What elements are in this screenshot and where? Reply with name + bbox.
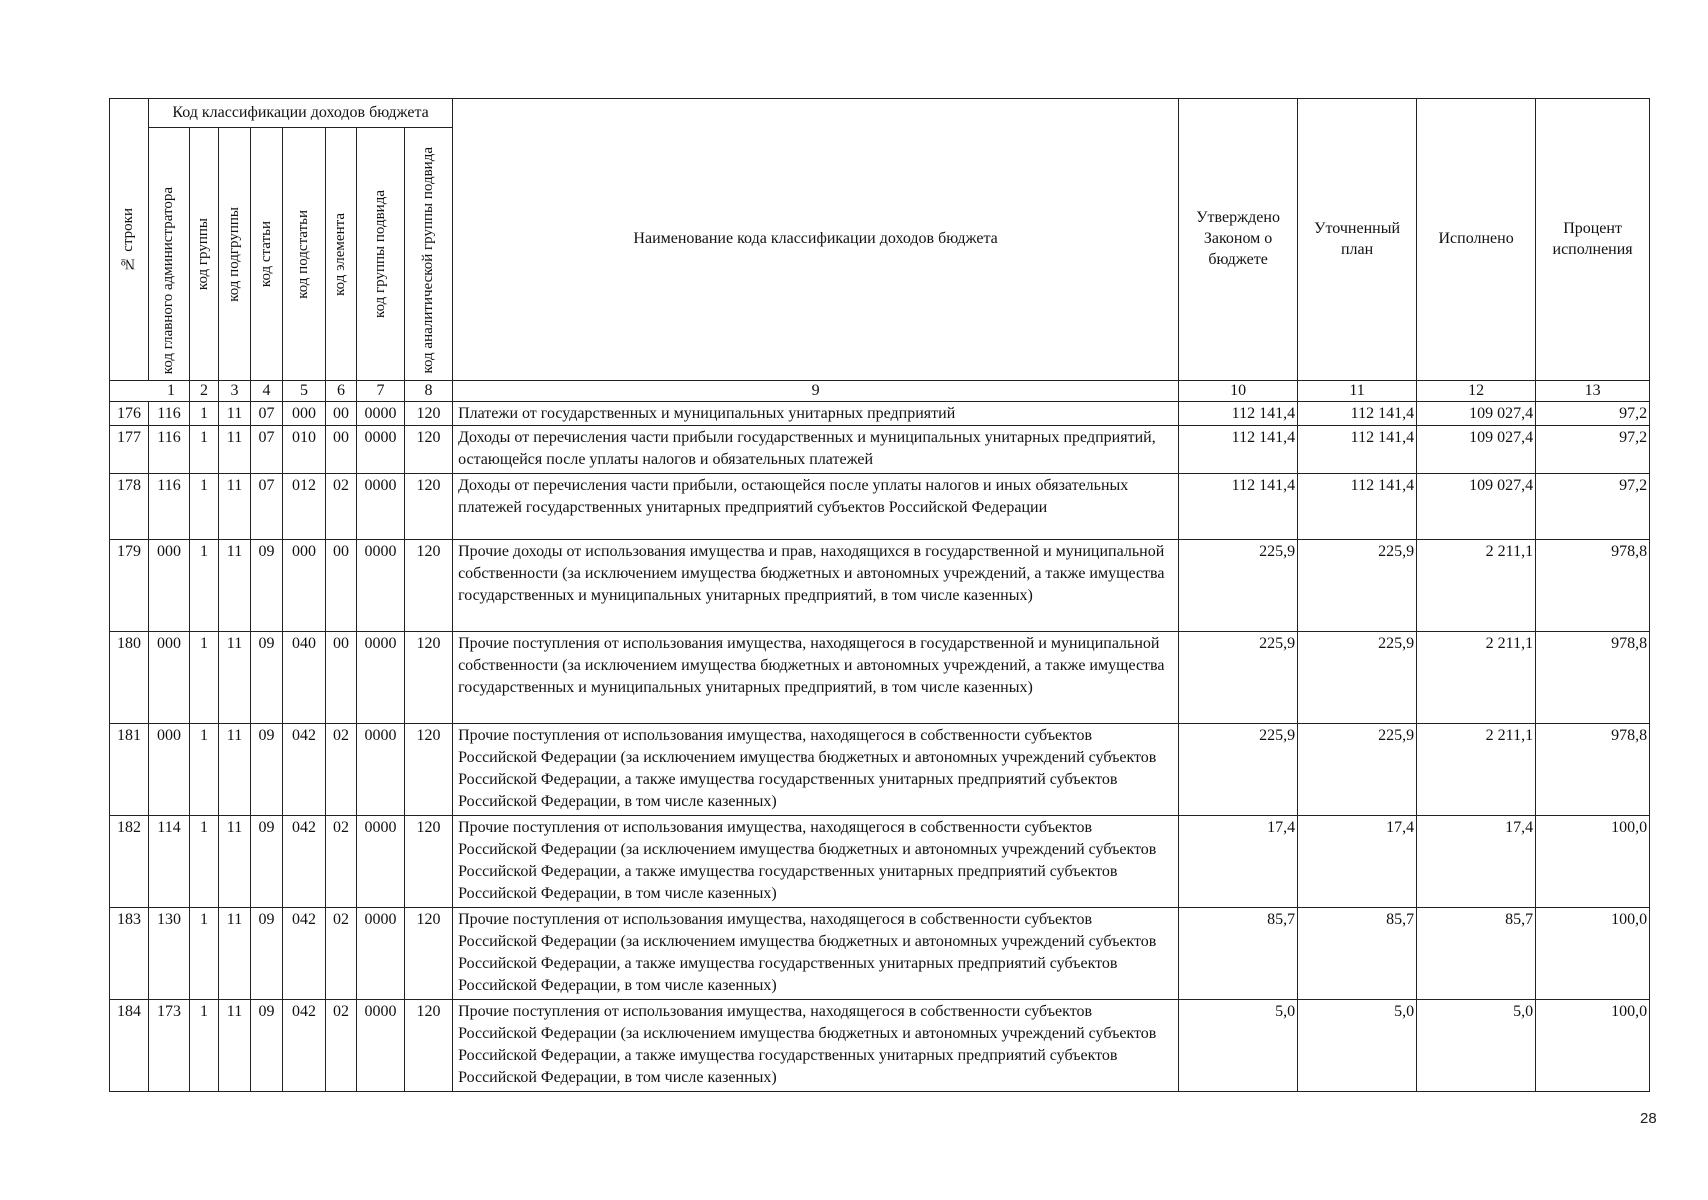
cell-name: Прочие поступления от использования имущества, находящегося в собственности субъектов Российской Федерации (за исключением имущества бюджетных и автономных учреждений субъектов Российской Федерации, а также имущества государственных унитарных предприятий субъектов Российской Федерации, в том числе казенных): [453, 816, 1179, 908]
cell-approved: 112 141,4: [1179, 426, 1298, 474]
cell-row-no: 183: [110, 908, 149, 1000]
cell-subtype-code: 0000: [357, 540, 405, 632]
cell-element-code: 00: [326, 402, 357, 426]
table-row: [110, 1000, 1650, 1092]
cell-group-code: 1: [190, 474, 219, 540]
cell-subgroup-code: 11: [219, 474, 251, 540]
cell-row-no: 179: [110, 540, 149, 632]
cell-article-code: 09: [251, 540, 283, 632]
table-row: [110, 402, 1650, 426]
column-number: 4: [251, 381, 283, 402]
column-number: 12: [1417, 381, 1536, 402]
cell-executed: 85,7: [1417, 908, 1536, 1000]
cell-subtype-code: 0000: [357, 402, 405, 426]
cell-admin-code: 130: [149, 908, 190, 1000]
header-subarticle: код подстатьи: [283, 128, 326, 381]
cell-article-code: 07: [251, 402, 283, 426]
cell-analytic-code: 120: [405, 816, 453, 908]
header-approved: Утверждено Законом о бюджете: [1179, 99, 1298, 381]
table-row: [110, 474, 1650, 540]
column-number: 5: [283, 381, 326, 402]
cell-subgroup-code: 11: [219, 632, 251, 724]
header-article: код статьи: [251, 128, 283, 381]
cell-article-code: 09: [251, 816, 283, 908]
cell-subarticle-code: 042: [283, 816, 326, 908]
cell-refined: 225,9: [1298, 540, 1417, 632]
cell-row-no: 184: [110, 1000, 149, 1092]
column-number: 13: [1536, 381, 1650, 402]
column-number: 9: [453, 381, 1179, 402]
cell-subarticle-code: 012: [283, 474, 326, 540]
cell-refined: 85,7: [1298, 908, 1417, 1000]
cell-name: Прочие доходы от использования имущества и прав, находящихся в государственной и муниципальной собственности (за исключением имущества бюджетных и автономных учреждений, а также имущества государственных и муниципальных унитарных предприятий, в том числе казенных): [453, 540, 1179, 632]
column-number: 6: [326, 381, 357, 402]
header-classification-group: Код классификации доходов бюджета: [149, 99, 453, 128]
cell-name: Доходы от перечисления части прибыли государственных и муниципальных унитарных предприятий, остающейся после уплаты налогов и обязательных платежей: [453, 426, 1179, 474]
cell-executed: 109 027,4: [1417, 402, 1536, 426]
cell-approved: 112 141,4: [1179, 402, 1298, 426]
cell-element-code: 02: [326, 474, 357, 540]
cell-group-code: 1: [190, 1000, 219, 1092]
cell-name: Прочие поступления от использования имущества, находящегося в собственности субъектов Российской Федерации (за исключением имущества бюджетных и автономных учреждений субъектов Российской Федерации, а также имущества государственных унитарных предприятий субъектов Российской Федерации, в том числе казенных): [453, 908, 1179, 1000]
cell-analytic-code: 120: [405, 724, 453, 816]
cell-group-code: 1: [190, 632, 219, 724]
column-number: 2: [190, 381, 219, 402]
cell-refined: 5,0: [1298, 1000, 1417, 1092]
cell-subarticle-code: 042: [283, 724, 326, 816]
cell-analytic-code: 120: [405, 426, 453, 474]
table-row: [110, 724, 1650, 816]
cell-subarticle-code: 040: [283, 632, 326, 724]
cell-executed: 2 211,1: [1417, 724, 1536, 816]
header-refined: Уточненный план: [1298, 99, 1417, 381]
column-number-row: [110, 381, 1650, 402]
column-number: 3: [219, 381, 251, 402]
cell-row-no: 176: [110, 402, 149, 426]
cell-approved: 5,0: [1179, 1000, 1298, 1092]
cell-article-code: 09: [251, 724, 283, 816]
cell-element-code: 00: [326, 426, 357, 474]
cell-element-code: 00: [326, 540, 357, 632]
cell-approved: 225,9: [1179, 540, 1298, 632]
cell-admin-code: 173: [149, 1000, 190, 1092]
cell-refined: 225,9: [1298, 724, 1417, 816]
column-number: 7: [357, 381, 405, 402]
cell-analytic-code: 120: [405, 632, 453, 724]
cell-name: Прочие поступления от использования имущества, находящегося в государственной и муниципальной собственности (за исключением имущества бюджетных и автономных учреждений, а также имущества государственных и муниципальных унитарных предприятий, в том числе казенных): [453, 632, 1179, 724]
cell-subtype-code: 0000: [357, 1000, 405, 1092]
page-number: 28: [1640, 1110, 1657, 1127]
cell-subgroup-code: 11: [219, 426, 251, 474]
header-row-no: № строки: [110, 99, 149, 381]
cell-subtype-code: 0000: [357, 816, 405, 908]
cell-approved: 225,9: [1179, 724, 1298, 816]
header-subgroup: код подгруппы: [219, 128, 251, 381]
cell-executed: 5,0: [1417, 1000, 1536, 1092]
cell-article-code: 09: [251, 1000, 283, 1092]
cell-name: Платежи от государственных и муниципальных унитарных предприятий: [453, 402, 1179, 426]
cell-row-no: 181: [110, 724, 149, 816]
header-subtype-group: код группы подвида: [357, 128, 405, 381]
column-number: 8: [405, 381, 453, 402]
cell-row-no: 180: [110, 632, 149, 724]
cell-group-code: 1: [190, 724, 219, 816]
cell-percent: 978,8: [1536, 724, 1650, 816]
cell-article-code: 09: [251, 632, 283, 724]
cell-percent: 97,2: [1536, 474, 1650, 540]
cell-analytic-code: 120: [405, 402, 453, 426]
cell-group-code: 1: [190, 908, 219, 1000]
cell-subgroup-code: 11: [219, 402, 251, 426]
cell-percent: 100,0: [1536, 816, 1650, 908]
cell-approved: 112 141,4: [1179, 474, 1298, 540]
cell-subarticle-code: 000: [283, 402, 326, 426]
cell-percent: 978,8: [1536, 540, 1650, 632]
cell-subgroup-code: 11: [219, 816, 251, 908]
header-analytic-group: код аналитической группы подвида: [405, 128, 453, 381]
header-element: код элемента: [326, 128, 357, 381]
cell-executed: 2 211,1: [1417, 540, 1536, 632]
cell-subtype-code: 0000: [357, 908, 405, 1000]
cell-subtype-code: 0000: [357, 724, 405, 816]
header-executed: Исполнено: [1417, 99, 1536, 381]
cell-subarticle-code: 042: [283, 908, 326, 1000]
cell-refined: 17,4: [1298, 816, 1417, 908]
cell-percent: 97,2: [1536, 402, 1650, 426]
table-row: [110, 540, 1650, 632]
cell-executed: 2 211,1: [1417, 632, 1536, 724]
cell-admin-code: 000: [149, 632, 190, 724]
cell-subgroup-code: 11: [219, 540, 251, 632]
cell-executed: 109 027,4: [1417, 474, 1536, 540]
cell-group-code: 1: [190, 816, 219, 908]
cell-subgroup-code: 11: [219, 724, 251, 816]
column-number: 10: [1179, 381, 1298, 402]
cell-approved: 17,4: [1179, 816, 1298, 908]
cell-admin-code: 000: [149, 540, 190, 632]
cell-refined: 112 141,4: [1298, 426, 1417, 474]
cell-executed: 17,4: [1417, 816, 1536, 908]
cell-analytic-code: 120: [405, 908, 453, 1000]
cell-subarticle-code: 010: [283, 426, 326, 474]
cell-element-code: 02: [326, 908, 357, 1000]
header-name: Наименование кода классификации доходов бюджета: [453, 99, 1179, 381]
cell-admin-code: 116: [149, 474, 190, 540]
cell-article-code: 07: [251, 426, 283, 474]
cell-subarticle-code: 042: [283, 1000, 326, 1092]
cell-admin-code: 116: [149, 426, 190, 474]
cell-analytic-code: 120: [405, 474, 453, 540]
cell-analytic-code: 120: [405, 1000, 453, 1092]
cell-group-code: 1: [190, 402, 219, 426]
cell-subtype-code: 0000: [357, 426, 405, 474]
cell-name: Доходы от перечисления части прибыли, остающейся после уплаты налогов и иных обязательных платежей государственных унитарных предприятий субъектов Российской Федерации: [453, 474, 1179, 540]
cell-element-code: 02: [326, 1000, 357, 1092]
cell-element-code: 02: [326, 816, 357, 908]
cell-row-no: 178: [110, 474, 149, 540]
budget-revenue-table: [109, 98, 1650, 1092]
cell-group-code: 1: [190, 426, 219, 474]
header-group: код группы: [190, 128, 219, 381]
header-percent: Процент исполнения: [1536, 99, 1650, 381]
cell-analytic-code: 120: [405, 540, 453, 632]
cell-row-no: 177: [110, 426, 149, 474]
cell-name: Прочие поступления от использования имущества, находящегося в собственности субъектов Российской Федерации (за исключением имущества бюджетных и автономных учреждений субъектов Российской Федерации, а также имущества государственных унитарных предприятий субъектов Российской Федерации, в том числе казенных): [453, 1000, 1179, 1092]
table-row: [110, 908, 1650, 1000]
cell-admin-code: 000: [149, 724, 190, 816]
cell-admin-code: 114: [149, 816, 190, 908]
cell-name: Прочие поступления от использования имущества, находящегося в собственности субъектов Российской Федерации (за исключением имущества бюджетных и автономных учреждений субъектов Российской Федерации, а также имущества государственных унитарных предприятий субъектов Российской Федерации, в том числе казенных): [453, 724, 1179, 816]
cell-subtype-code: 0000: [357, 632, 405, 724]
cell-article-code: 07: [251, 474, 283, 540]
cell-subgroup-code: 11: [219, 908, 251, 1000]
cell-refined: 112 141,4: [1298, 402, 1417, 426]
cell-row-no: 182: [110, 816, 149, 908]
cell-approved: 85,7: [1179, 908, 1298, 1000]
cell-subarticle-code: 000: [283, 540, 326, 632]
cell-percent: 97,2: [1536, 426, 1650, 474]
cell-percent: 100,0: [1536, 1000, 1650, 1092]
cell-element-code: 02: [326, 724, 357, 816]
column-number: 1: [110, 381, 190, 402]
cell-refined: 225,9: [1298, 632, 1417, 724]
column-number: 11: [1298, 381, 1417, 402]
table-row: [110, 632, 1650, 724]
cell-group-code: 1: [190, 540, 219, 632]
cell-percent: 100,0: [1536, 908, 1650, 1000]
table-row: [110, 816, 1650, 908]
cell-subtype-code: 0000: [357, 474, 405, 540]
cell-executed: 109 027,4: [1417, 426, 1536, 474]
cell-approved: 225,9: [1179, 632, 1298, 724]
cell-refined: 112 141,4: [1298, 474, 1417, 540]
header-admin: код главного администратора: [149, 128, 190, 381]
cell-subgroup-code: 11: [219, 1000, 251, 1092]
cell-element-code: 00: [326, 632, 357, 724]
cell-article-code: 09: [251, 908, 283, 1000]
cell-admin-code: 116: [149, 402, 190, 426]
cell-percent: 978,8: [1536, 632, 1650, 724]
table-row: [110, 426, 1650, 474]
